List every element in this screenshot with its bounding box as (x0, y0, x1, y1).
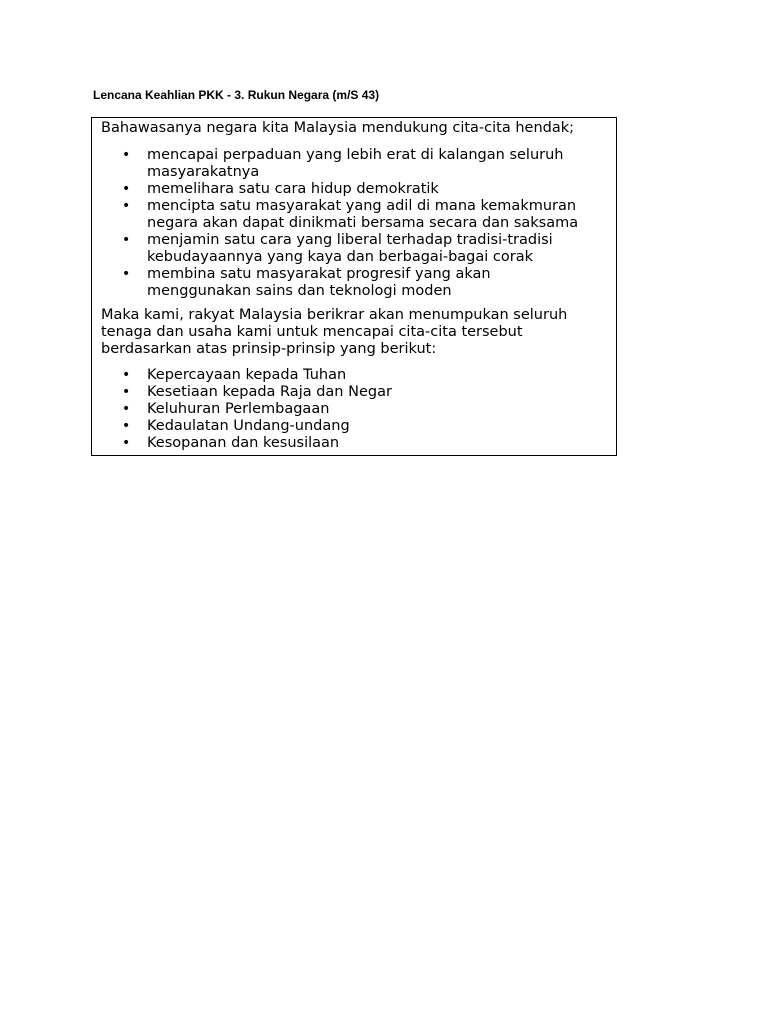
bullet-icon: • (122, 384, 131, 400)
bullet-icon: • (122, 232, 131, 248)
bullet-icon: • (122, 198, 131, 214)
list-item-text: memelihara satu cara hidup demokratik (147, 181, 439, 197)
bullet-icon: • (122, 181, 131, 197)
list-item (92, 232, 587, 266)
list-item (92, 367, 587, 384)
rukun-negara-box (91, 117, 617, 456)
intro-text: Bahawasanya negara kita Malaysia mendukung cita-cita hendak; (101, 120, 575, 136)
bullet-icon: • (122, 401, 131, 417)
bullet-icon: • (122, 418, 131, 434)
list-item-text: membina satu masyarakat progresif yang akan menggunakan sains dan teknologi moden (147, 266, 491, 299)
aims-list (92, 147, 587, 300)
pledge-paragraph: Maka kami, rakyat Malaysia berikrar akan menumpukan seluruh tenaga dan usaha kami untuk mencapai cita-cita tersebut berdasarkan atas prinsip-prinsip yang berikut: (101, 307, 568, 357)
list-item (92, 198, 587, 232)
list-item (92, 181, 587, 198)
document-title: Lencana Keahlian PKK - 3. Rukun Negara (m/S 43) (93, 88, 380, 102)
bullet-icon: • (122, 367, 131, 383)
bullet-icon: • (122, 266, 131, 282)
list-item (92, 401, 587, 418)
list-item-text: Kesetiaan kepada Raja dan Negar (147, 384, 392, 400)
list-item (92, 147, 587, 181)
list-item-text: menjamin satu cara yang liberal terhadap tradisi-tradisi kebudayaannya yang kaya dan berbagai-bagai corak (147, 232, 553, 265)
list-item-text: mencipta satu masyarakat yang adil di mana kemakmuran negara akan dapat dinikmati bersama secara dan saksama (147, 198, 579, 231)
list-item (92, 418, 587, 435)
principles-list (92, 367, 587, 452)
list-item-text: Kesopanan dan kesusilaan (147, 435, 340, 451)
bullet-icon: • (122, 435, 131, 451)
list-item-text: Kedaulatan Undang-undang (147, 418, 350, 434)
list-item (92, 266, 587, 300)
list-item (92, 435, 587, 452)
list-item-text: Keluhuran Perlembagaan (147, 401, 330, 417)
list-item (92, 384, 587, 401)
list-item-text: mencapai perpaduan yang lebih erat di kalangan seluruh masyarakatnya (147, 147, 564, 180)
list-item-text: Kepercayaan kepada Tuhan (147, 367, 347, 383)
bullet-icon: • (122, 147, 131, 163)
